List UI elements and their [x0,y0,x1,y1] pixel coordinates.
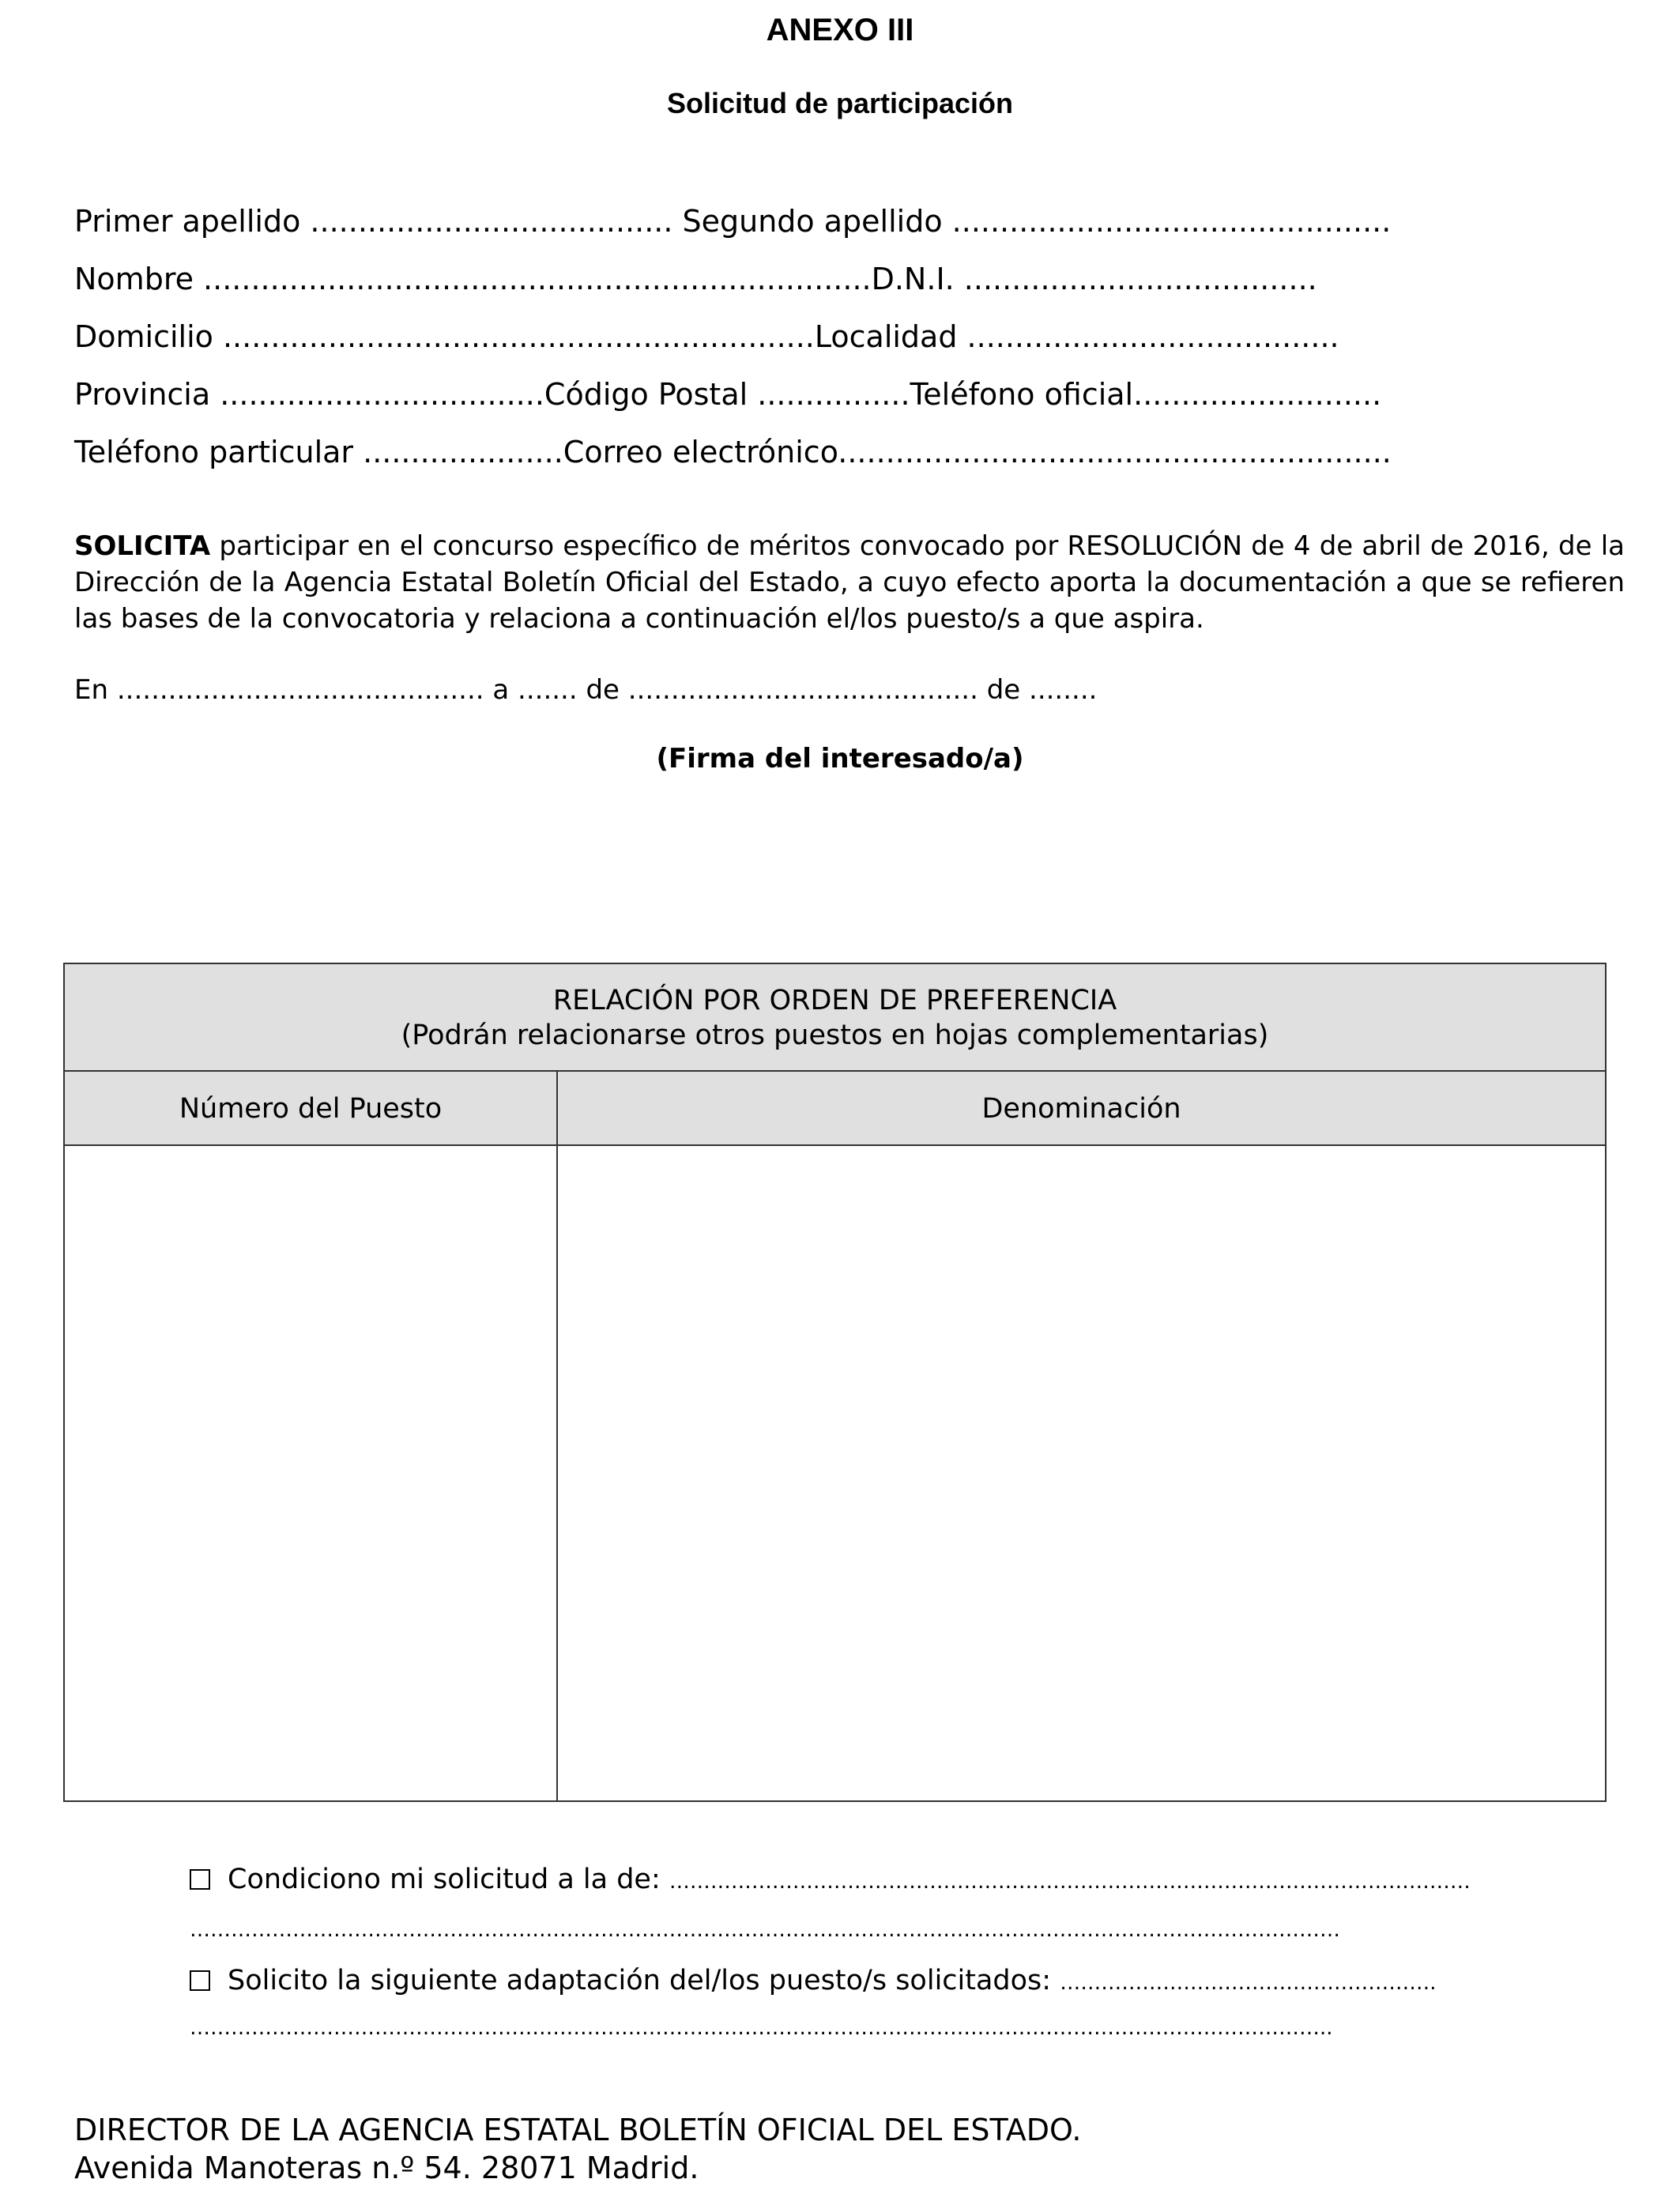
field-line-name-dni[interactable]: Nombre ......................................................................D.N.I. ..................................... [74,262,1317,296]
preference-table [63,963,1607,1802]
preference-table-title: RELACIÓN POR ORDEN DE PREFERENCIA [552,985,1117,1016]
adaptation-label: Solicito la siguiente adaptación del/los puesto/s solicitados: [228,1965,1060,1996]
field-line-province-phone[interactable]: Provincia ..................................Código Postal ................Teléfono oficial.......................... [74,377,1382,412]
condition-dots-line[interactable]: …………………………………………………………………………………………………………………………………………………… [190,1918,1340,1942]
footer-addressee: DIRECTOR DE LA AGENCIA ESTATAL BOLETÍN OFICIAL DEL ESTADO. [74,2113,1082,2147]
field-line-surnames[interactable]: Primer apellido ...................................... Segundo apellido .............................................. [74,204,1392,239]
footer-address: Avenida Manoteras n.º 54. 28071 Madrid. [74,2151,699,2185]
date-line[interactable]: En ........................................... a ....... de ......................................... de ........ [74,674,1098,706]
annex-title: ANEXO III [766,13,914,47]
adaptation-dots[interactable]: ………………………………………………. [1060,1971,1437,1995]
preference-table-subtitle: (Podrán relacionarse otros puestos en hojas complementarias) [401,1020,1269,1051]
form-subtitle: Solicitud de participación [666,87,1014,119]
adaptation-option [190,1962,1436,2002]
field-line-address[interactable]: Domicilio ..............................................................Localidad ....................................... [74,319,1339,354]
column-header-denomination: Denominación [558,1072,1605,1146]
preference-table-header [65,964,1605,1072]
post-number-cell[interactable] [65,1146,558,1800]
request-text: participar en el concurso específico de méritos convocado por RESOLUCIÓN de 4 de abril de 2016, de la Dirección de la Agencia Estatal Boletín Oficial del Estado, a cuyo efecto aporta la documentación a que se refieren las bases de la convocatoria y relaciona a continuación el/los puesto/s a que aspira. [74,530,1625,635]
condition-label: Condiciono mi solicitud a la de: [228,1864,669,1895]
condition-option [190,1860,1471,1901]
adaptation-dots-line[interactable]: ………………………………………………………………………………………………………………………………………………….. [190,2016,1333,2040]
column-header-post-number: Número del Puesto [65,1072,558,1146]
empty-checkbox-icon[interactable] [190,1970,210,1991]
empty-checkbox-icon[interactable] [190,1869,210,1890]
signature-label: (Firma del interesado/a) [656,743,1024,775]
request-keyword: SOLICITA [74,530,211,562]
request-paragraph [74,528,1625,637]
denomination-cell[interactable] [558,1146,1605,1800]
field-line-personal-phone-email[interactable]: Teléfono particular .....................Correo electrónico.......................................................... [74,435,1392,469]
condition-dots[interactable]: ……………………………………………………………………………………………………… [669,1870,1471,1894]
